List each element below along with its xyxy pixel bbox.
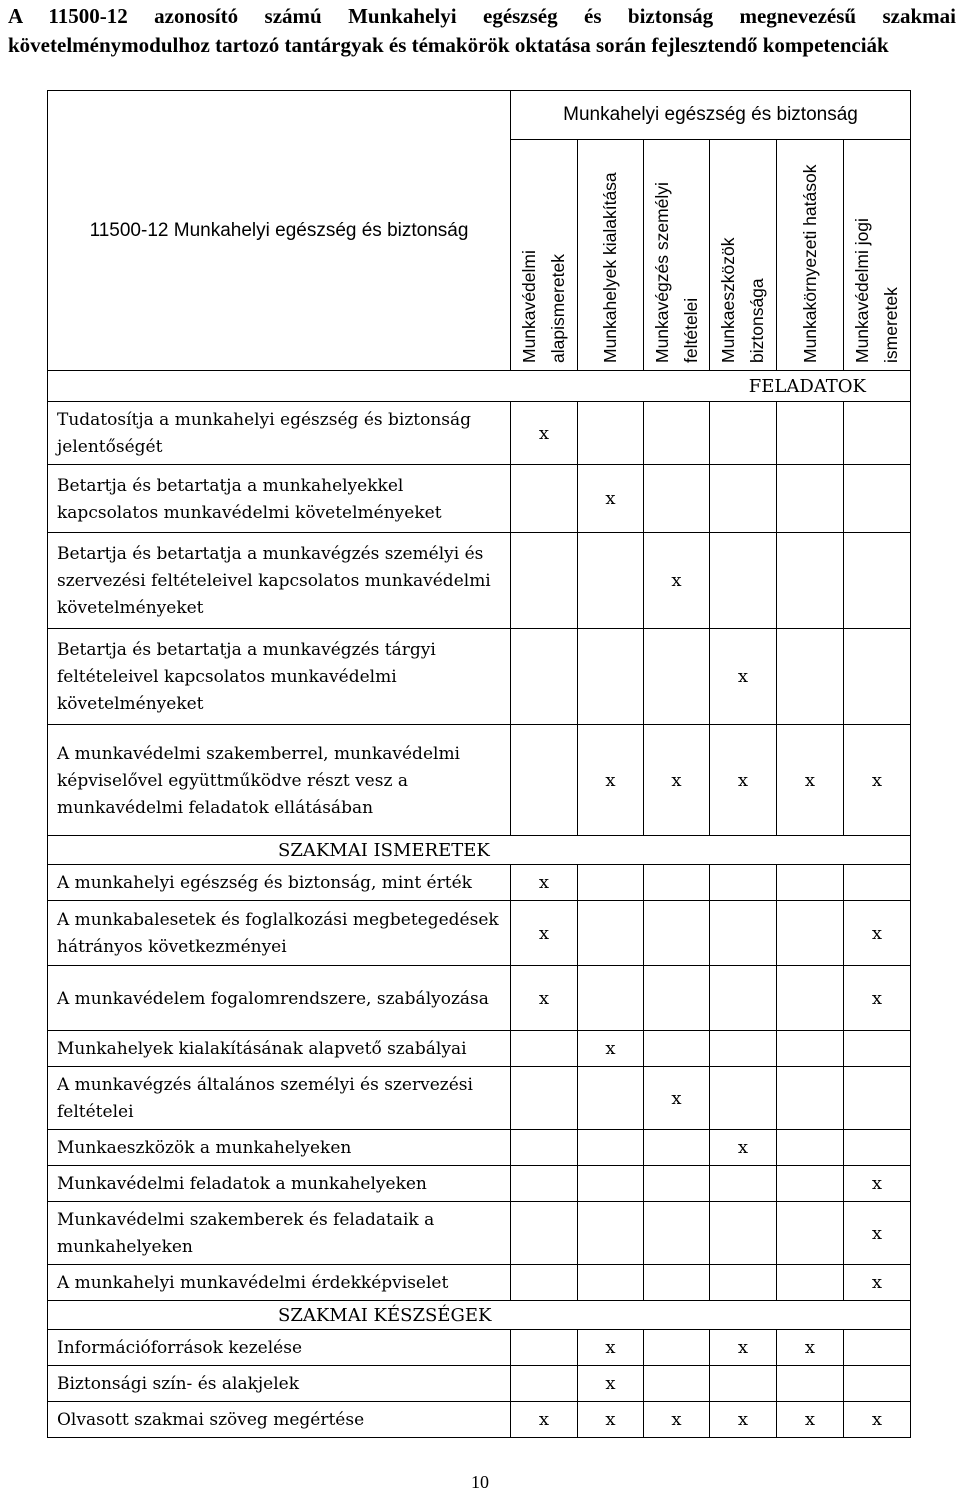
- mark-cell: [844, 465, 911, 533]
- section-title: SZAKMAI ISMERETEK: [48, 836, 911, 865]
- column-header: [844, 140, 911, 371]
- mark-cell: [644, 1366, 710, 1402]
- mark-cell: x: [777, 1330, 844, 1366]
- mark-cell: x: [511, 865, 578, 901]
- mark-cell: x: [644, 1402, 710, 1438]
- mark-cell: [578, 1067, 644, 1130]
- table-row: [48, 465, 911, 533]
- row-label: Munkahelyek kialakításának alapvető szabályai: [48, 1031, 511, 1067]
- mark-cell: [710, 1031, 777, 1067]
- mark-cell: [710, 901, 777, 966]
- mark-cell: x: [511, 1402, 578, 1438]
- mark-cell: x: [644, 725, 710, 836]
- row-label: A munkavégzés általános személyi és szervezési feltételei: [48, 1067, 511, 1130]
- mark-cell: [710, 1366, 777, 1402]
- column-header: [511, 140, 578, 371]
- mark-cell: [511, 1366, 578, 1402]
- mark-cell: [578, 901, 644, 966]
- mark-cell: [777, 465, 844, 533]
- mark-cell: x: [844, 725, 911, 836]
- mark-cell: [777, 1366, 844, 1402]
- mark-cell: x: [511, 901, 578, 966]
- mark-cell: [511, 1067, 578, 1130]
- mark-cell: [644, 1330, 710, 1366]
- mark-cell: [644, 465, 710, 533]
- mark-cell: [710, 966, 777, 1031]
- mark-cell: [511, 465, 578, 533]
- mark-cell: x: [844, 966, 911, 1031]
- mark-cell: [777, 402, 844, 465]
- row-label: A munkabalesetek és foglalkozási megbetegedések hátrányos következményei: [48, 901, 511, 966]
- mark-cell: [777, 1031, 844, 1067]
- mark-cell: [578, 533, 644, 629]
- mark-cell: x: [710, 725, 777, 836]
- mark-cell: [578, 1202, 644, 1265]
- row-label: Munkaeszközök a munkahelyeken: [48, 1130, 511, 1166]
- mark-cell: x: [844, 1202, 911, 1265]
- mark-cell: [644, 865, 710, 901]
- mark-cell: [578, 865, 644, 901]
- mark-cell: [710, 865, 777, 901]
- mark-cell: x: [844, 901, 911, 966]
- mark-cell: [777, 865, 844, 901]
- row-label: Olvasott szakmai szöveg megértése: [48, 1402, 511, 1438]
- mark-cell: [644, 1202, 710, 1265]
- table-row: [48, 966, 911, 1031]
- table-row: [48, 865, 911, 901]
- mark-cell: [844, 402, 911, 465]
- mark-cell: [777, 533, 844, 629]
- mark-cell: [710, 1166, 777, 1202]
- mark-cell: x: [511, 966, 578, 1031]
- mark-cell: [844, 1366, 911, 1402]
- mark-cell: [777, 1130, 844, 1166]
- row-label: A munkahelyi egészség és biztonság, mint érték: [48, 865, 511, 901]
- mark-cell: x: [578, 1031, 644, 1067]
- row-label: Betartja és betartatja a munkavégzés személyi és szervezési feltételeivel kapcsolatos munkavédelmi követelményeket: [48, 533, 511, 629]
- mark-cell: x: [578, 1402, 644, 1438]
- table-row: [48, 1202, 911, 1265]
- mark-cell: [710, 465, 777, 533]
- mark-cell: x: [710, 1330, 777, 1366]
- column-header: [644, 140, 710, 371]
- table-row: [48, 1130, 911, 1166]
- row-label: Betartja és betartatja a munkavégzés tárgyi feltételeivel kapcsolatos munkavédelmi követelményeket: [48, 629, 511, 725]
- mark-cell: x: [644, 533, 710, 629]
- page-heading: A 11500-12 azonosító számú Munkahelyi egészség és biztonság megnevezésű szakmai követelménymodulhoz tartozó tantárgyak és témakörök oktatása során fejlesztendő kompetenciák: [8, 4, 956, 57]
- mark-cell: [511, 629, 578, 725]
- mark-cell: [511, 1265, 578, 1301]
- module-label: 11500-12 Munkahelyi egészség és biztonság: [48, 91, 511, 371]
- mark-cell: [511, 1130, 578, 1166]
- table-row: [48, 402, 911, 465]
- competency-table: [47, 90, 911, 1438]
- mark-cell: x: [844, 1166, 911, 1202]
- table-row: [48, 901, 911, 966]
- row-label: Munkavédelmi feladatok a munkahelyeken: [48, 1166, 511, 1202]
- mark-cell: x: [844, 1402, 911, 1438]
- mark-cell: [777, 629, 844, 725]
- mark-cell: [644, 901, 710, 966]
- mark-cell: [777, 1202, 844, 1265]
- table-row: [48, 1330, 911, 1366]
- mark-cell: [844, 629, 911, 725]
- mark-cell: [777, 1265, 844, 1301]
- mark-cell: [710, 1067, 777, 1130]
- column-header-label: Munkakörnyezeti hatások: [799, 164, 820, 363]
- mark-cell: [644, 966, 710, 1031]
- mark-cell: [710, 1265, 777, 1301]
- mark-cell: x: [578, 1330, 644, 1366]
- column-header-label: Munkavégzés személyi feltételei: [651, 182, 701, 363]
- column-header: [777, 140, 844, 371]
- mark-cell: [511, 725, 578, 836]
- section-row: [48, 371, 911, 402]
- mark-cell: [710, 533, 777, 629]
- mark-cell: x: [578, 465, 644, 533]
- mark-cell: [844, 1031, 911, 1067]
- mark-cell: x: [578, 1366, 644, 1402]
- mark-cell: [578, 1265, 644, 1301]
- table-row: [48, 1031, 911, 1067]
- mark-cell: [578, 966, 644, 1031]
- mark-cell: [844, 1330, 911, 1366]
- mark-cell: [644, 629, 710, 725]
- mark-cell: [644, 1265, 710, 1301]
- table-row: [48, 725, 911, 836]
- mark-cell: [777, 901, 844, 966]
- page-number: 10: [471, 1472, 489, 1492]
- mark-cell: [644, 402, 710, 465]
- row-label: Munkavédelmi szakemberek és feladataik a munkahelyeken: [48, 1202, 511, 1265]
- section-row: [48, 1301, 911, 1330]
- mark-cell: [710, 402, 777, 465]
- mark-cell: [578, 1130, 644, 1166]
- table-row: [48, 1265, 911, 1301]
- mark-cell: [844, 1130, 911, 1166]
- column-header-label: Munkaeszközök biztonsága: [718, 237, 767, 363]
- mark-cell: [644, 1166, 710, 1202]
- row-label: A munkavédelem fogalomrendszere, szabályozása: [48, 966, 511, 1031]
- mark-cell: x: [578, 725, 644, 836]
- mark-cell: [511, 533, 578, 629]
- table-row: [48, 533, 911, 629]
- mark-cell: [844, 1067, 911, 1130]
- column-header-label: Munkavédelmi jogi ismeretek: [852, 218, 901, 363]
- row-label: A munkahelyi munkavédelmi érdekképviselet: [48, 1265, 511, 1301]
- mark-cell: [578, 629, 644, 725]
- table-row: [48, 1366, 911, 1402]
- table-row: [48, 1166, 911, 1202]
- mark-cell: x: [710, 1402, 777, 1438]
- mark-cell: x: [777, 725, 844, 836]
- mark-cell: [777, 966, 844, 1031]
- mark-cell: [777, 1166, 844, 1202]
- column-header-label: Munkahelyek kialakítása: [600, 172, 620, 363]
- mark-cell: x: [644, 1067, 710, 1130]
- table-row: [48, 629, 911, 725]
- row-label: A munkavédelmi szakemberrel, munkavédelmi képviselővel együttműködve részt vesz a munkavédelmi feladatok ellátásában: [48, 725, 511, 836]
- row-label: Tudatosítja a munkahelyi egészség és biztonság jelentőségét: [48, 402, 511, 465]
- mark-cell: [844, 533, 911, 629]
- row-label: Információforrások kezelése: [48, 1330, 511, 1366]
- mark-cell: [844, 865, 911, 901]
- mark-cell: x: [710, 1130, 777, 1166]
- mark-cell: [644, 1031, 710, 1067]
- row-label: Betartja és betartatja a munkahelyekkel kapcsolatos munkavédelmi követelményeket: [48, 465, 511, 533]
- mark-cell: x: [844, 1265, 911, 1301]
- mark-cell: [777, 1067, 844, 1130]
- mark-cell: [511, 1031, 578, 1067]
- mark-cell: [578, 1166, 644, 1202]
- column-header: [578, 140, 644, 371]
- table-row: [48, 1067, 911, 1130]
- mark-cell: [710, 1202, 777, 1265]
- mark-cell: [511, 1166, 578, 1202]
- row-label: Biztonsági szín- és alakjelek: [48, 1366, 511, 1402]
- mark-cell: [511, 1202, 578, 1265]
- section-row: [48, 836, 911, 865]
- column-header-label: Munkavédelmi alapismeretek: [519, 250, 568, 363]
- column-header: [710, 140, 777, 371]
- mark-cell: x: [710, 629, 777, 725]
- mark-cell: [644, 1130, 710, 1166]
- section-title: SZAKMAI KÉSZSÉGEK: [48, 1301, 911, 1330]
- mark-cell: [578, 402, 644, 465]
- table-row: [48, 1402, 911, 1438]
- mark-cell: x: [777, 1402, 844, 1438]
- section-title: FELADATOK: [48, 371, 911, 402]
- subject-title: Munkahelyi egészség és biztonság: [511, 91, 911, 140]
- mark-cell: [511, 1330, 578, 1366]
- mark-cell: x: [511, 402, 578, 465]
